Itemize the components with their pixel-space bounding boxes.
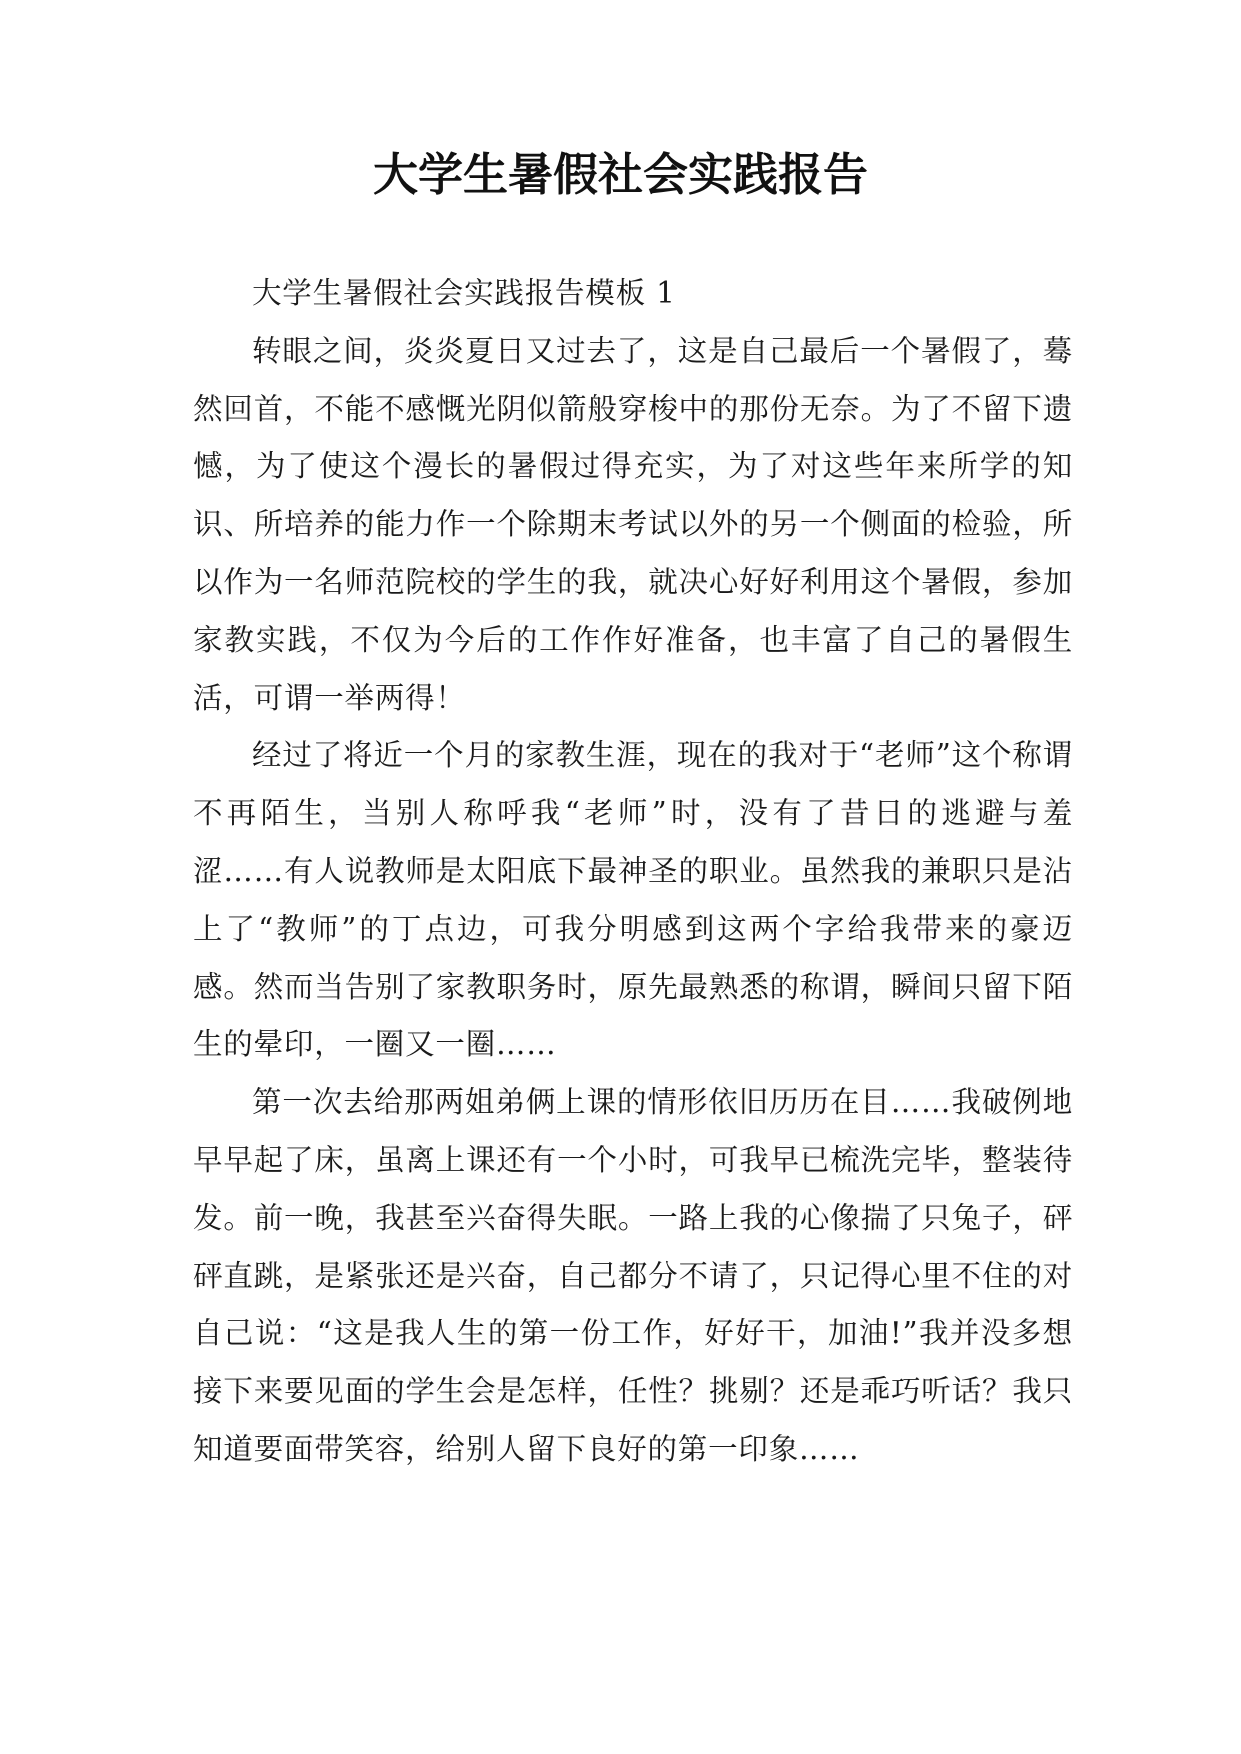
paragraph-2: 经过了将近一个月的家教生涯，现在的我对于“老师”这个称谓不再陌生，当别人称呼我“老师”时，没有了昔日的逃避与羞涩……有人说教师是太阳底下最神圣的职业。虽然我的兼职只是沾上了“教师”的丁点边，可我分明感到这两个字给我带来的豪迈感。然而当告别了家教职务时，原先最熟悉的称谓，瞬间只留下陌生的晕印，一圈又一圈……: [193, 738, 1073, 1062]
document-title: 大学生暑假社会实践报告: [372, 148, 868, 201]
document-body: [193, 265, 1073, 1479]
paragraph-3: 第一次去给那两姐弟俩上课的情形依旧历历在目……我破例地早早起了床，虽离上课还有一个小时，可我早已梳洗完毕，整装待发。前一晚，我甚至兴奋得失眠。一路上我的心像揣了只兔子，砰砰直跳，是紧张还是兴奋，自己都分不请了，只记得心里不住的对自己说：“这是我人生的第一份工作，好好干，加油!”我并没多想接下来要见面的学生会是怎样，任性？挑剔？还是乖巧听话？我只知道要面带笑容，给别人留下良好的第一印象……: [193, 1085, 1073, 1466]
section-heading: 大学生暑假社会实践报告模板 1: [252, 276, 676, 310]
paragraph-1: 转眼之间，炎炎夏日又过去了，这是自己最后一个暑假了，蓦然回首，不能不感慨光阴似箭般穿梭中的那份无奈。为了不留下遗憾，为了使这个漫长的暑假过得充实，为了对这些年来所学的知识、所培养的能力作一个除期末考试以外的另一个侧面的检验，所以作为一名师范院校的学生的我，就决心好好利用这个暑假，参加家教实践，不仅为今后的工作作好准备，也丰富了自己的暑假生活，可谓一举两得！: [193, 333, 1073, 715]
